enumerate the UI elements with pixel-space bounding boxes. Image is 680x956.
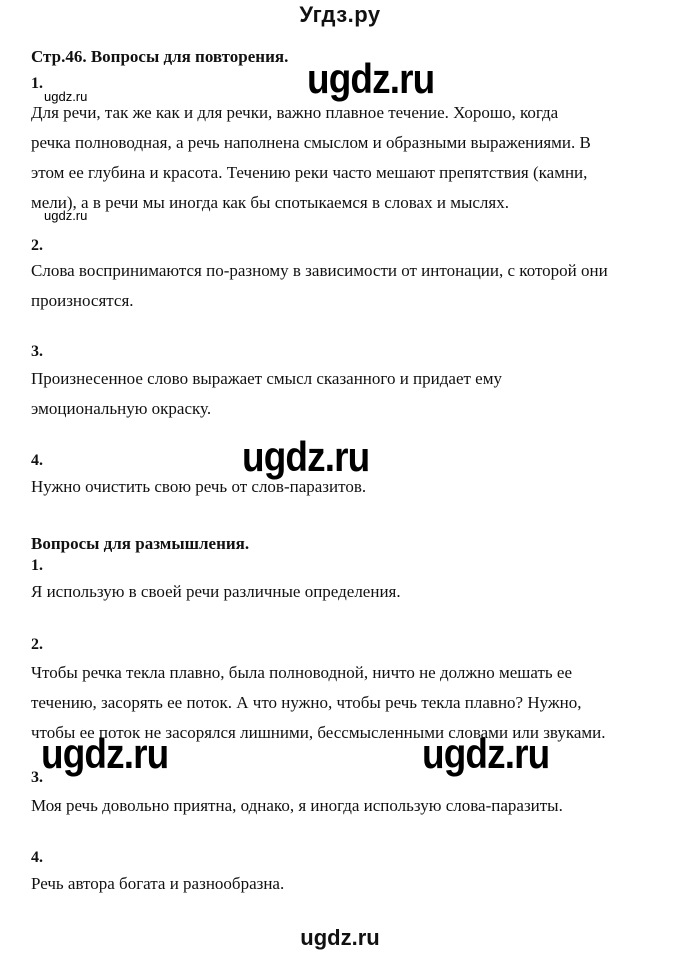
question-number: 4.	[31, 452, 43, 469]
watermark-large: ugdz.ru	[422, 730, 550, 777]
answer-text	[31, 98, 651, 218]
answer-line: мели), а в речи мы иногда как бы спотыкаемся в словах и мыслях.	[31, 193, 509, 212]
question-number: 3.	[31, 769, 43, 786]
section-heading-review: Стр.46. Вопросы для повторения.	[31, 47, 289, 66]
answer-line: Моя речь довольно приятна, однако, я иногда использую слова-паразиты.	[31, 796, 563, 815]
question-number: 3.	[31, 343, 43, 360]
answer-text	[31, 256, 651, 316]
question-number: 1.	[31, 75, 43, 92]
answer-line: произносятся.	[31, 291, 134, 310]
section-heading-reflection: Вопросы для размышления.	[31, 534, 250, 553]
answer-line: Нужно очистить свою речь от слов-паразитов.	[31, 477, 367, 496]
answer-text	[31, 791, 651, 821]
watermark-large: ugdz.ru	[307, 55, 435, 102]
watermark-small: ugdz.ru	[44, 89, 88, 104]
answer-line: эмоциональную окраску.	[31, 399, 212, 418]
question-number: 1.	[31, 557, 43, 574]
answer-text	[31, 577, 651, 607]
answer-line: Слова воспринимаются по-разному в зависимости от интонации, с которой они	[31, 261, 608, 280]
watermark-large: ugdz.ru	[41, 730, 169, 777]
answer-line: Произнесенное слово выражает смысл сказанного и придает ему	[31, 369, 502, 388]
question-number: 2.	[31, 237, 43, 254]
watermark-large: ugdz.ru	[242, 433, 370, 480]
question-number: 2.	[31, 636, 43, 653]
question-number: 4.	[31, 849, 43, 866]
watermark-bottom: ugdz.ru	[300, 925, 380, 950]
answer-line: Я использую в своей речи различные определения.	[31, 582, 401, 601]
answer-text	[31, 364, 651, 424]
answer-line: Чтобы речка текла плавно, была полноводной, ничто не должно мешать ее	[31, 663, 572, 682]
watermark-small: ugdz.ru	[44, 208, 88, 223]
site-title: Угдз.ру	[299, 2, 381, 27]
answer-text	[31, 869, 651, 899]
answer-line: течению, засорять ее поток. А что нужно, чтобы речь текла плавно? Нужно,	[31, 693, 582, 712]
answer-line: чтобы ее поток не засорялся лишними, бессмысленными словами или звуками.	[31, 723, 606, 742]
answer-text	[31, 472, 651, 502]
answer-line: этом ее глубина и красота. Течению реки часто мешают препятствия (камни,	[31, 163, 588, 182]
answer-line: Речь автора богата и разнообразна.	[31, 874, 285, 893]
answer-line: Для речи, так же как и для речки, важно плавное течение. Хорошо, когда	[31, 103, 559, 122]
answer-line: речка полноводная, а речь наполнена смыслом и образными выражениями. В	[31, 133, 591, 152]
